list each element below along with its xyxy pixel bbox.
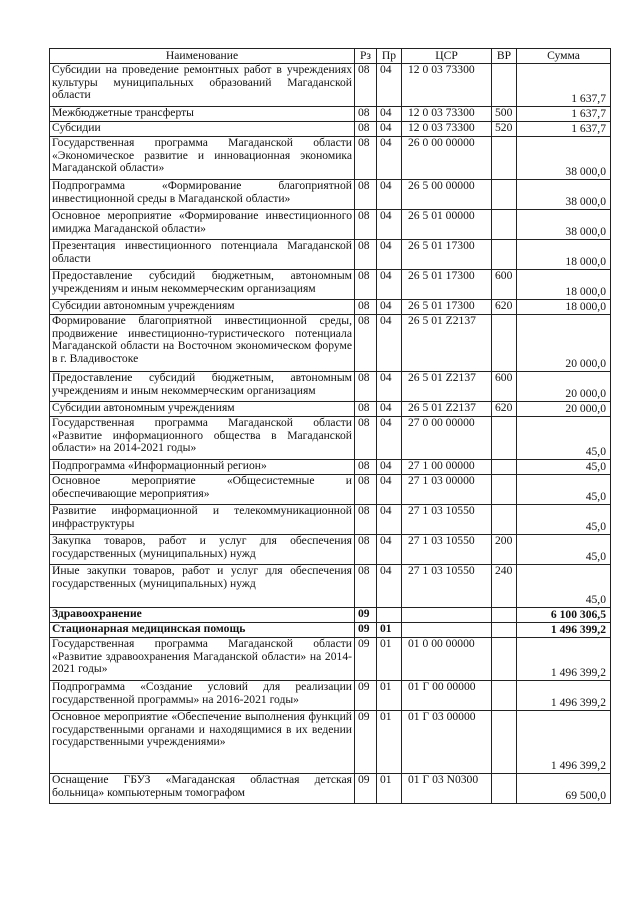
cell-pr: 04: [377, 565, 402, 608]
cell-sum: 1 637,7: [517, 107, 611, 122]
cell-rz: 08: [355, 505, 377, 535]
cell-csr: 01 Г 03 00000: [402, 711, 492, 774]
cell-pr: 04: [377, 402, 402, 417]
cell-sum: 1 637,7: [517, 122, 611, 137]
cell-name: Презентация инвестиционного потенциала Магаданской области: [50, 240, 355, 270]
cell-name: Государственная программа Магаданской области «Экономическое развитие и инновационная экономика Магаданской области»: [50, 137, 355, 180]
cell-csr: [402, 623, 492, 638]
table-row: [50, 711, 611, 774]
cell-pr: 04: [377, 300, 402, 315]
table-row: [50, 608, 611, 623]
cell-rz: 09: [355, 774, 377, 804]
cell-csr: 27 0 00 00000: [402, 417, 492, 460]
cell-csr: [402, 608, 492, 623]
cell-pr: 04: [377, 122, 402, 137]
cell-pr: 01: [377, 774, 402, 804]
cell-sum: 45,0: [517, 535, 611, 565]
cell-sum: 38 000,0: [517, 137, 611, 180]
cell-vr: [492, 417, 517, 460]
cell-pr: 04: [377, 315, 402, 372]
cell-vr: [492, 774, 517, 804]
table-row: [50, 623, 611, 638]
header-rz: Рз: [355, 49, 377, 64]
cell-sum: 38 000,0: [517, 210, 611, 240]
cell-pr: 04: [377, 505, 402, 535]
cell-rz: 08: [355, 315, 377, 372]
cell-vr: [492, 681, 517, 711]
cell-name: Оснащение ГБУЗ «Магаданская областная детская больница» компьютерным томографом: [50, 774, 355, 804]
header-csr: ЦСР: [402, 49, 492, 64]
cell-name: Основное мероприятие «Общесистемные и обеспечивающие мероприятия»: [50, 475, 355, 505]
cell-rz: 08: [355, 402, 377, 417]
cell-sum: 69 500,0: [517, 774, 611, 804]
table-row: [50, 180, 611, 210]
cell-pr: 01: [377, 638, 402, 681]
cell-rz: 09: [355, 711, 377, 774]
table-row: [50, 270, 611, 300]
document-page: [49, 48, 610, 804]
budget-table: [49, 48, 611, 804]
cell-vr: [492, 64, 517, 107]
cell-sum: 38 000,0: [517, 180, 611, 210]
header-pr: Пр: [377, 49, 402, 64]
cell-pr: 04: [377, 64, 402, 107]
table-row: [50, 64, 611, 107]
header-sum: Сумма: [517, 49, 611, 64]
table-header-row: [50, 49, 611, 64]
cell-rz: 08: [355, 565, 377, 608]
cell-rz: 08: [355, 210, 377, 240]
cell-vr: [492, 711, 517, 774]
cell-rz: 08: [355, 417, 377, 460]
cell-vr: [492, 475, 517, 505]
table-row: [50, 122, 611, 137]
cell-sum: 1 496 399,2: [517, 681, 611, 711]
table-row: [50, 774, 611, 804]
cell-sum: 18 000,0: [517, 300, 611, 315]
cell-vr: 620: [492, 300, 517, 315]
table-row: [50, 565, 611, 608]
cell-vr: [492, 240, 517, 270]
cell-name: Закупка товаров, работ и услуг для обеспечения государственных (муниципальных) нужд: [50, 535, 355, 565]
cell-rz: 08: [355, 137, 377, 180]
cell-csr: 26 5 01 Z2137: [402, 315, 492, 372]
cell-sum: 45,0: [517, 460, 611, 475]
cell-sum: 18 000,0: [517, 270, 611, 300]
cell-csr: 12 0 03 73300: [402, 64, 492, 107]
cell-vr: 240: [492, 565, 517, 608]
cell-pr: 01: [377, 623, 402, 638]
cell-vr: [492, 315, 517, 372]
cell-rz: 09: [355, 608, 377, 623]
cell-name: Субсидии автономным учреждениям: [50, 402, 355, 417]
cell-pr: 04: [377, 180, 402, 210]
cell-name: Формирование благоприятной инвестиционной среды, продвижение инвестиционно-туристического потенциала Магаданской области на Восточном экономическом форуме в г. Владивостоке: [50, 315, 355, 372]
table-row: [50, 475, 611, 505]
cell-name: Основное мероприятие «Формирование инвестиционного имиджа Магаданской области»: [50, 210, 355, 240]
cell-vr: 520: [492, 122, 517, 137]
cell-sum: 45,0: [517, 475, 611, 505]
cell-name: Межбюджетные трансферты: [50, 107, 355, 122]
cell-csr: 26 5 00 00000: [402, 180, 492, 210]
cell-vr: 200: [492, 535, 517, 565]
cell-csr: 12 0 03 73300: [402, 107, 492, 122]
cell-name: Развитие информационной и телекоммуникационной инфраструктуры: [50, 505, 355, 535]
cell-rz: 08: [355, 475, 377, 505]
cell-sum: 45,0: [517, 505, 611, 535]
table-row: [50, 315, 611, 372]
cell-csr: 27 1 03 00000: [402, 475, 492, 505]
cell-csr: 12 0 03 73300: [402, 122, 492, 137]
cell-name: Субсидии автономным учреждениям: [50, 300, 355, 315]
cell-name: Подпрограмма «Создание условий для реализации государственной программы» на 2016-2021 годы»: [50, 681, 355, 711]
table-row: [50, 417, 611, 460]
header-name: Наименование: [50, 49, 355, 64]
cell-sum: 20 000,0: [517, 315, 611, 372]
cell-rz: 08: [355, 240, 377, 270]
cell-csr: 27 1 00 00000: [402, 460, 492, 475]
cell-vr: 500: [492, 107, 517, 122]
cell-rz: 08: [355, 535, 377, 565]
cell-rz: 08: [355, 64, 377, 107]
cell-name: Предоставление субсидий бюджетным, автономным учреждениям и иным некоммерческим организациям: [50, 270, 355, 300]
cell-pr: 01: [377, 681, 402, 711]
cell-csr: 26 5 01 00000: [402, 210, 492, 240]
cell-csr: 26 5 01 Z2137: [402, 402, 492, 417]
cell-vr: [492, 210, 517, 240]
cell-rz: 08: [355, 180, 377, 210]
cell-csr: 01 0 00 00000: [402, 638, 492, 681]
cell-vr: [492, 180, 517, 210]
cell-sum: 45,0: [517, 565, 611, 608]
cell-vr: 600: [492, 372, 517, 402]
cell-vr: 620: [492, 402, 517, 417]
cell-rz: 09: [355, 638, 377, 681]
cell-sum: 18 000,0: [517, 240, 611, 270]
cell-name: Предоставление субсидий бюджетным, автономным учреждениям и иным некоммерческим организациям: [50, 372, 355, 402]
cell-pr: 04: [377, 210, 402, 240]
cell-pr: 04: [377, 270, 402, 300]
cell-sum: 20 000,0: [517, 402, 611, 417]
cell-rz: 08: [355, 107, 377, 122]
cell-pr: 04: [377, 372, 402, 402]
cell-rz: 09: [355, 681, 377, 711]
cell-pr: 04: [377, 107, 402, 122]
cell-sum: 20 000,0: [517, 372, 611, 402]
cell-sum: 1 496 399,2: [517, 638, 611, 681]
table-row: [50, 210, 611, 240]
cell-vr: [492, 505, 517, 535]
cell-rz: 08: [355, 372, 377, 402]
cell-name: Подпрограмма «Формирование благоприятной инвестиционной среды в Магаданской области»: [50, 180, 355, 210]
table-row: [50, 402, 611, 417]
cell-name: Стационарная медицинская помощь: [50, 623, 355, 638]
cell-csr: 01 Г 03 N0300: [402, 774, 492, 804]
table-body: [50, 64, 611, 804]
cell-name: Субсидии: [50, 122, 355, 137]
cell-csr: 27 1 03 10550: [402, 505, 492, 535]
cell-pr: [377, 608, 402, 623]
cell-csr: 26 5 01 17300: [402, 300, 492, 315]
cell-pr: 04: [377, 240, 402, 270]
cell-sum: 1 496 399,2: [517, 711, 611, 774]
cell-pr: 04: [377, 475, 402, 505]
cell-rz: 08: [355, 122, 377, 137]
cell-csr: 27 1 03 10550: [402, 535, 492, 565]
header-vr: ВР: [492, 49, 517, 64]
table-row: [50, 300, 611, 315]
cell-vr: [492, 638, 517, 681]
cell-rz: 09: [355, 623, 377, 638]
table-row: [50, 505, 611, 535]
table-row: [50, 107, 611, 122]
cell-pr: 04: [377, 137, 402, 180]
cell-pr: 04: [377, 417, 402, 460]
cell-csr: 26 5 01 Z2137: [402, 372, 492, 402]
table-row: [50, 460, 611, 475]
cell-rz: 08: [355, 270, 377, 300]
cell-name: Субсидии на проведение ремонтных работ в учреждениях культуры муниципальных образований Магаданской области: [50, 64, 355, 107]
cell-csr: 26 5 01 17300: [402, 270, 492, 300]
cell-csr: 01 Г 00 00000: [402, 681, 492, 711]
cell-sum: 1 496 399,2: [517, 623, 611, 638]
cell-csr: 26 5 01 17300: [402, 240, 492, 270]
cell-name: Государственная программа Магаданской области «Развитие здравоохранения Магаданской области» на 2014-2021 годы»: [50, 638, 355, 681]
table-row: [50, 137, 611, 180]
cell-sum: 45,0: [517, 417, 611, 460]
table-row: [50, 638, 611, 681]
cell-vr: [492, 623, 517, 638]
cell-name: Подпрограмма «Информационный регион»: [50, 460, 355, 475]
cell-pr: 01: [377, 711, 402, 774]
cell-sum: 6 100 306,5: [517, 608, 611, 623]
cell-vr: 600: [492, 270, 517, 300]
cell-name: Иные закупки товаров, работ и услуг для обеспечения государственных (муниципальных) нужд: [50, 565, 355, 608]
cell-name: Основное мероприятие «Обеспечение выполнения функций государственными органами и находящимися в их ведении государственными учреждениями»: [50, 711, 355, 774]
table-row: [50, 240, 611, 270]
cell-csr: 26 0 00 00000: [402, 137, 492, 180]
cell-pr: 04: [377, 535, 402, 565]
table-row: [50, 681, 611, 711]
cell-vr: [492, 460, 517, 475]
cell-csr: 27 1 03 10550: [402, 565, 492, 608]
table-row: [50, 372, 611, 402]
cell-rz: 08: [355, 300, 377, 315]
cell-rz: 08: [355, 460, 377, 475]
cell-vr: [492, 137, 517, 180]
cell-name: Здравоохранение: [50, 608, 355, 623]
cell-pr: 04: [377, 460, 402, 475]
cell-vr: [492, 608, 517, 623]
cell-name: Государственная программа Магаданской области «Развитие информационного общества в Магаданской области» на 2014-2021 годы»: [50, 417, 355, 460]
table-row: [50, 535, 611, 565]
cell-sum: 1 637,7: [517, 64, 611, 107]
